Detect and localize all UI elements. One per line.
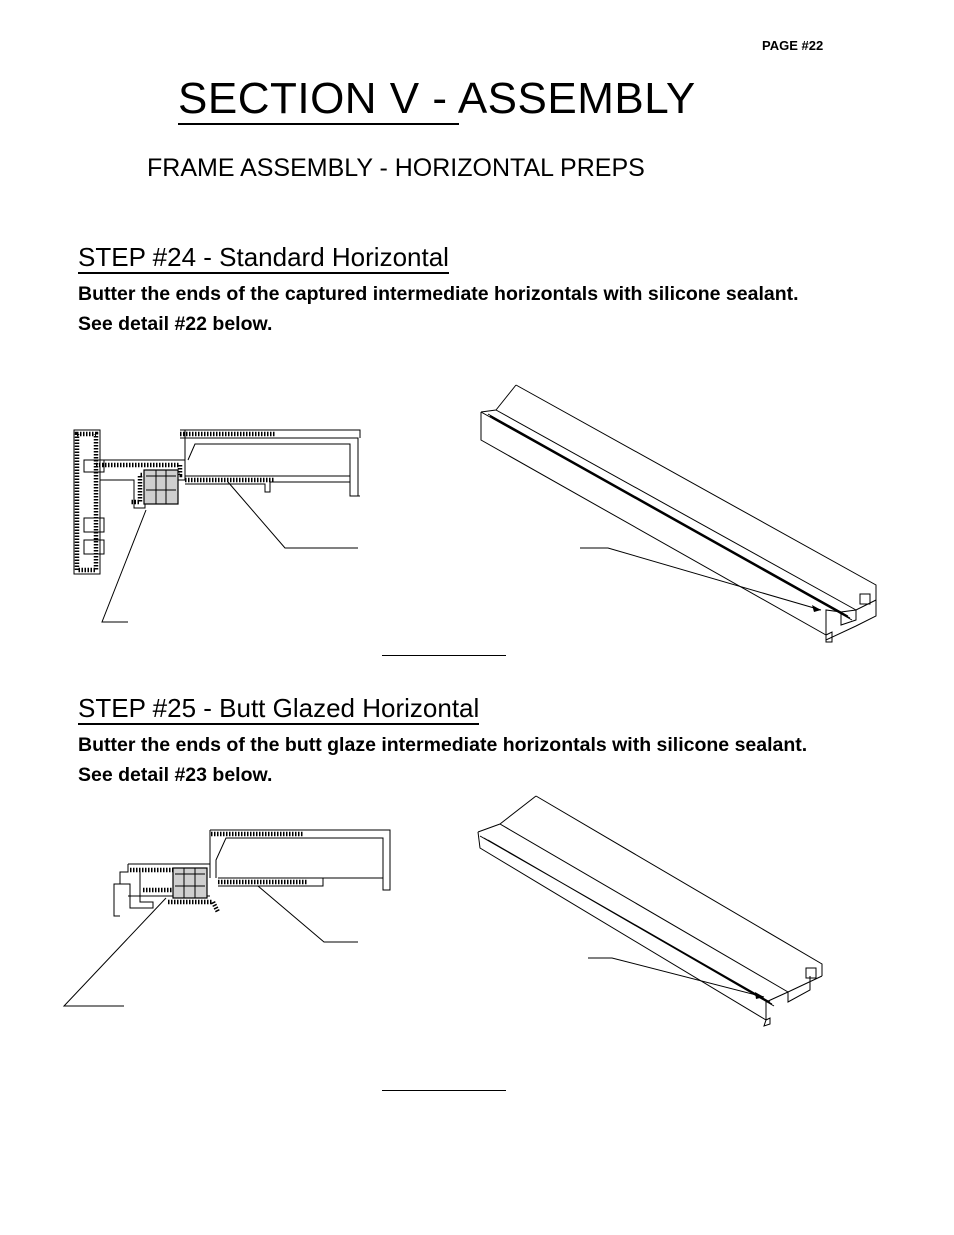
step-25-line-2: See detail #23 below.	[78, 764, 273, 786]
page-number: PAGE #22	[762, 38, 824, 53]
step-24-line-2: See detail #22 below.	[78, 313, 273, 335]
detail-22-caption-line	[382, 655, 506, 656]
section-subtitle: FRAME ASSEMBLY - HORIZONTAL PREPS	[147, 154, 645, 182]
section-detail-23-drawing	[58, 820, 398, 1010]
isometric-horizontal-butt-glazed-drawing	[470, 792, 840, 1032]
detail-23-caption-line	[382, 1090, 506, 1091]
isometric-horizontal-captured-drawing	[476, 380, 896, 650]
step-25-line-1: Butter the ends of the butt glaze intermediate horizontals with silicone sealant.	[78, 734, 808, 756]
step-24-title: STEP #24 - Standard Horizontal	[78, 242, 449, 272]
step-25-title: STEP #25 - Butt Glazed Horizontal	[78, 693, 480, 723]
section-title: SECTION V - ASSEMBLY	[178, 74, 696, 123]
section-title-underline	[178, 123, 459, 125]
section-detail-22-drawing	[60, 420, 380, 640]
step-24-line-1: Butter the ends of the captured intermediate horizontals with silicone sealant.	[78, 283, 799, 305]
